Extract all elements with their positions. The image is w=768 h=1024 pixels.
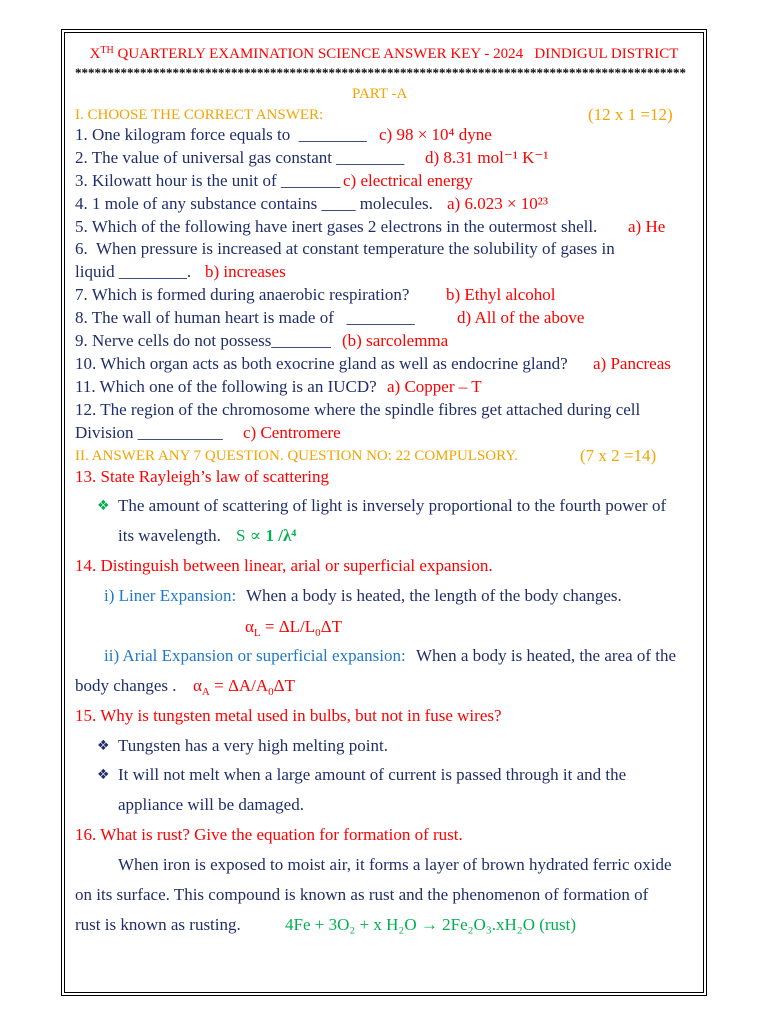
answer-text: a) Pancreas — [593, 354, 671, 373]
question-16-paragraph-line-2 — [0, 885, 768, 905]
question-text: 6. When pressure is increased at constant temperature the solubility of gases in — [75, 239, 615, 258]
formula-rhs: 1 /λ⁴ — [265, 526, 297, 545]
answer-text: c) 98 × 10⁴ dyne — [379, 125, 492, 144]
question-text-continued: Division __________ — [75, 423, 223, 442]
question-text: 3. Kilowatt hour is the unit of _______ — [75, 171, 341, 190]
question-heading: 16. What is rust? Give the equation for formation of rust. — [75, 825, 463, 844]
title-rest: QUARTERLY EXAMINATION SCIENCE ANSWER KEY - 2024 DINDIGUL DISTRICT — [113, 46, 679, 62]
formula-middle: = ΔA/A — [209, 676, 269, 695]
rust-equation: 4Fe + 3O₂ + x H₂O → 2Fe₂O₃.xH₂O (rust) — [285, 915, 577, 934]
formula-end: ΔT — [273, 676, 295, 695]
diamond-bullet-icon: ❖ — [97, 498, 110, 514]
question-13-point — [0, 496, 768, 516]
linear-expansion-text: When a body is heated, the length of the body changes. — [246, 586, 622, 605]
areal-expansion-formula — [193, 676, 295, 698]
question-text-continued: liquid ________. — [75, 262, 192, 281]
formula-symbol-subscript: A — [201, 686, 210, 698]
paragraph-line: When iron is exposed to moist air, it forms a layer of brown hydrated ferric oxide — [118, 855, 672, 874]
answer-line: The amount of scattering of light is inversely proportional to the fourth power of — [118, 496, 667, 515]
question-text: 2. The value of universal gas constant ________ — [75, 148, 405, 167]
answer-text: d) 8.31 mol⁻¹ K⁻¹ — [425, 148, 549, 167]
areal-expansion-row-continued — [0, 676, 768, 696]
document-title — [0, 44, 768, 64]
question-6 — [0, 239, 768, 259]
section-1-marks: (12 x 1 =12) — [588, 105, 673, 124]
question-15-point-1 — [0, 736, 768, 756]
asterisk-separator: ********************************************************************************************** — [75, 65, 686, 80]
linear-expansion-formula — [245, 617, 342, 639]
answer-text: b) increases — [205, 262, 286, 281]
question-12-continued — [0, 423, 768, 443]
question-15-point-2 — [0, 765, 768, 785]
answer-text: d) All of the above — [457, 308, 585, 327]
answer-line: appliance will be damaged. — [118, 795, 304, 814]
formula-middle: = ΔL/L — [260, 617, 316, 636]
question-text: 10. Which organ acts as both exocrine gland as well as endocrine gland? — [75, 354, 568, 373]
part-a-label-row — [0, 84, 768, 104]
answer-text: a) Copper – T — [387, 377, 482, 396]
formula-symbol: α — [245, 617, 254, 636]
question-text: 4. 1 mole of any substance contains ____ molecules. — [75, 194, 433, 213]
question-9 — [0, 331, 768, 351]
section-1-header — [0, 105, 768, 125]
formula-lhs: S ∝ — [236, 526, 266, 545]
question-16-paragraph-line-1 — [0, 855, 768, 875]
question-text: 5. Which of the following have inert gases 2 electrons in the outermost shell. — [75, 217, 598, 236]
question-3 — [0, 171, 768, 191]
answer-text: a) He — [628, 217, 666, 236]
formula-middle-subscript: 0 — [315, 627, 321, 639]
formula-end: ΔT — [320, 617, 342, 636]
question-5 — [0, 217, 768, 237]
question-16-heading — [0, 825, 768, 845]
question-text: 8. The wall of human heart is made of ________ — [75, 308, 415, 327]
question-14-heading — [0, 556, 768, 576]
question-1 — [0, 125, 768, 145]
answer-text: c) electrical energy — [343, 171, 473, 190]
rayleigh-formula — [236, 526, 296, 546]
answer-text: c) Centromere — [243, 423, 341, 442]
answer-text: (b) sarcolemma — [342, 331, 449, 350]
formula-symbol-subscript: L — [253, 627, 261, 639]
section-1-title: I. CHOOSE THE CORRECT ANSWER: — [75, 107, 324, 123]
answer-line: Tungsten has a very high melting point. — [118, 736, 388, 755]
areal-expansion-text-continued: body changes . — [75, 676, 177, 695]
linear-formula-row — [0, 617, 768, 637]
paragraph-line: rust is known as rusting. — [75, 915, 241, 934]
question-13-heading — [0, 467, 768, 487]
section-2-header — [0, 446, 768, 466]
areal-expansion-row — [0, 646, 768, 666]
title-superscript: TH — [100, 45, 114, 56]
answer-text: b) Ethyl alcohol — [446, 285, 556, 304]
part-a-label: PART -A — [352, 86, 408, 102]
question-8 — [0, 308, 768, 328]
answer-line: It will not melt when a large amount of current is passed through it and the — [118, 765, 627, 784]
question-text: 9. Nerve cells do not possess_______ — [75, 331, 331, 350]
question-4 — [0, 194, 768, 214]
question-15-heading — [0, 706, 768, 726]
question-text: 11. Which one of the following is an IUCD? — [75, 377, 377, 396]
section-2-title: II. ANSWER ANY 7 QUESTION. QUESTION NO: 22 COMPULSORY. — [75, 448, 518, 464]
linear-expansion-row — [0, 586, 768, 606]
formula-symbol: α — [193, 676, 202, 695]
areal-expansion-label: ii) Arial Expansion or superficial expansion: — [104, 646, 406, 665]
title-x: X — [89, 46, 101, 62]
question-7 — [0, 285, 768, 305]
question-11 — [0, 377, 768, 397]
question-13-point-continued — [0, 526, 768, 546]
question-text: 12. The region of the chromosome where the spindle fibres get attached during cell — [75, 400, 641, 419]
paragraph-line: on its surface. This compound is known as rust and the phenomenon of formation of — [75, 885, 649, 904]
formula-middle-subscript: 0 — [268, 686, 274, 698]
question-10 — [0, 354, 768, 374]
section-2-marks: (7 x 2 =14) — [580, 446, 657, 465]
question-12 — [0, 400, 768, 420]
question-15-point-2-continued — [0, 795, 768, 815]
linear-expansion-label: i) Liner Expansion: — [104, 586, 237, 605]
question-text: 1. One kilogram force equals to ________ — [75, 125, 367, 144]
question-heading: 14. Distinguish between linear, arial or superficial expansion. — [75, 556, 493, 575]
areal-expansion-text: When a body is heated, the area of the — [416, 646, 677, 665]
question-6-continued — [0, 262, 768, 282]
answer-text: a) 6.023 × 10²³ — [447, 194, 548, 213]
question-heading: 13. State Rayleigh’s law of scattering — [75, 467, 329, 486]
diamond-bullet-icon: ❖ — [97, 767, 110, 783]
question-2 — [0, 148, 768, 168]
question-16-paragraph-line-3 — [0, 915, 768, 935]
diamond-bullet-icon: ❖ — [97, 738, 110, 754]
separator-row — [0, 63, 768, 83]
question-text: 7. Which is formed during anaerobic respiration? — [75, 285, 410, 304]
question-heading: 15. Why is tungsten metal used in bulbs, but not in fuse wires? — [75, 706, 502, 725]
answer-line: its wavelength. — [118, 526, 221, 545]
